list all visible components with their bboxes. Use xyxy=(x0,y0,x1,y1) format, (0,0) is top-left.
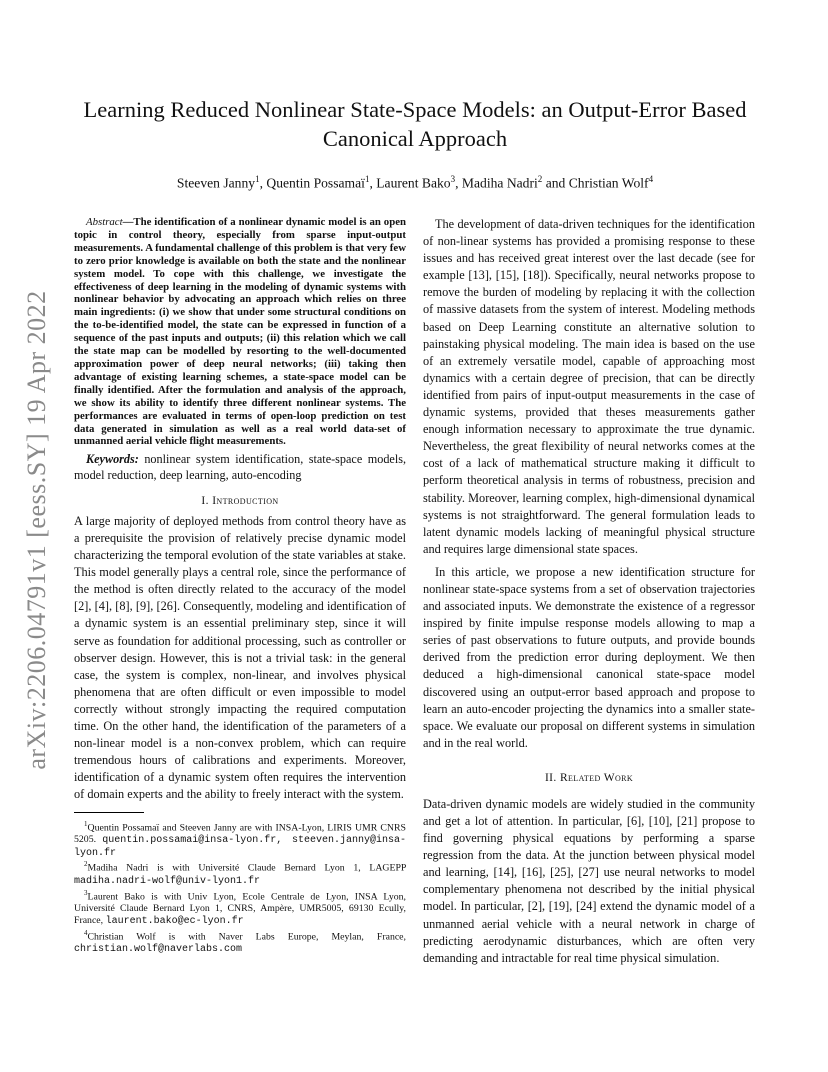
arxiv-id-text: arXiv:2206.04791v1 [eess.SY] 19 Apr 2022 xyxy=(22,290,51,770)
abstract-label: Abstract xyxy=(86,216,123,228)
author-affil-mark: 1 xyxy=(364,174,370,184)
author-name: Quentin Possamaï xyxy=(266,175,365,191)
author-affil-mark: 2 xyxy=(537,174,543,184)
section-heading-related-work xyxy=(423,772,755,784)
intro-paragraph: A large majority of deployed methods from control theory have as a prerequisite the provision of relatively precise dynamic model characterizing the temporal evolution of the state variables at stake. This model generally plays a central role, since the performance of the method is often directly related to the accuracy of the model [2], [4], [8], [9], [26]. Consequently, modeling and identification of a dynamic system is an essential preliminary step, since it will serve as foundation for additional processing, such as controller or observer design. However, this is not a trivial task: in the general case, the system is complex, non-linear, and involves physical phenomena that are often difficult or even impossible to model correctly without strongly impacting the required computation time. On the other hand, the identification of the parameters of a non-linear model is a non-convex problem, which can require tremendous hours of calibrations and experiments. Moreover, identification of a dynamic system often requires the intervention of domain experts and the ability to freely interact with the system. xyxy=(74,513,406,802)
intro-paragraph: The development of data-driven techniques for the identification of non-linear systems has provided a promising response to these issues and has received great interest over the last decade (see for example [13], [15], [18]). Specifically, neural networks propose to remove the burden of modeling by replacing it with the collection of massive datasets from the system of interest. Modeling methods based on Deep Learning constitute an alternative solution to painstaking physical modeling. The main idea is based on the use of an extremely versatile model, capable of approaching most dynamics with a certain degree of precision, that can be directly identified from pairs of input-output measurements in the case of dynamic systems, provided that theses measurements gather enough information necessary to approximate the true dynamic. Nevertheless, the great flexibility of neural networks comes at the cost of a lack of mathematical structure making it difficult to perform theoretical analysis in terms of robustness, precision and stability. Moreover, learning complex, high-dimensional dynamical systems is not straightforward. The general formulation leads to latent dynamic models lacking of meaningful physical structure and requires large dimensional state spaces. xyxy=(423,217,755,556)
section-number: II. xyxy=(544,771,557,784)
footnote-mark: 3 xyxy=(84,888,88,897)
section-title: Introduction xyxy=(212,494,279,507)
arxiv-identifier xyxy=(12,270,62,790)
author-affil-mark: 1 xyxy=(255,174,260,184)
footnote-email: quentin.possamai@insa-lyon.fr, steeven.janny@insa-lyon.fr xyxy=(74,834,406,859)
footnote-2 xyxy=(74,859,406,887)
footnote-text: Quentin Possamaï and Steeven Janny are with INSA-Lyon, LIRIS UMR CNRS 5205. xyxy=(74,821,406,845)
intro-paragraph: In this article, we propose a new identification structure for nonlinear state-space systems from a set of observation trajectories and associated inputs. We demonstrate the existence of a regressor inspired by finite impulse response models allowing to map a series of past observations to future outputs, and provide bounds derived from the prediction error during deployment. We then deduced a high-dimensional canonical state-space model discovered using an output-error based approach and propose to learn an auto-encoder projecting the dynamics into a smaller state-space. We evaluate our proposal on different systems in simulation and in the real world. xyxy=(423,564,755,750)
right-column xyxy=(423,216,755,967)
footnote-text: Laurent Bako is with Univ Lyon, Ecole Centrale de Lyon, INSA Lyon, Université Claude Bernard Lyon 1, CNRS, Ampère, UMR5005, 69130 Ecully, France, xyxy=(74,890,406,926)
abstract-dash: — xyxy=(122,216,134,228)
paper-title: Learning Reduced Nonlinear State-Space Models: an Output-Error Based Canonical Approach xyxy=(83,97,747,151)
section-number: I. xyxy=(201,494,209,507)
author-list: Steeven Janny$^1$, Quentin Possamaï$^1$, Laurent Bako$^3$, Madiha Nadri$^2$ and Christian Wolf$^4$ xyxy=(176,174,654,191)
abstract-text: The identification of a nonlinear dynamic model is an open topic in control theory, especially from sparse input-output measurements. A fundamental challenge of this problem is that very few to zero prior knowledge is available on both the state and the nonlinear system model. To cope with this challenge, we investigate the effectiveness of deep learning in the modeling of dynamic systems with nonlinear behavior by advocating an approach which relies on three main ingredients: (i) we show that under some structural conditions on the to-be-identified model, the state can be expressed in function of a sequence of the past inputs and outputs; (ii) this relation which we call the state map can be modelled by resorting to the well-documented approximation power of deep neural networks; (iii) taking then advantage of existing learning schemes, a state-space model can be finally identified. After the formulation and analysis of the approach, we show its ability to identify three different nonlinear systems. The performances are evaluated in terms of open-loop prediction on test data generated in simulation as well as a real world data-set of unmanned aerial vehicle flight measurements. xyxy=(74,216,406,448)
author-affil-mark: 4 xyxy=(648,174,654,184)
footnote-1 xyxy=(74,819,406,860)
author-name: Laurent Bako xyxy=(376,175,451,191)
footnote-mark: 4 xyxy=(84,928,88,937)
footnote-rule xyxy=(74,812,144,813)
section-heading-introduction xyxy=(74,495,406,507)
footnote-mark: 1 xyxy=(84,819,88,828)
footnote-3 xyxy=(74,888,406,928)
author-name: Madiha Nadri xyxy=(461,175,538,191)
footnote-email: madiha.nadri-wolf@univ-lyon1.fr xyxy=(74,875,261,887)
related-work-paragraph: Data-driven dynamic models are widely studied in the community and get a lot of attention. In particular, [6], [10], [21] propose to find governing physical equations by performing a sparse regression from the data. At the junction between physical model and learning, [14], [16], [25], [27] use neural networks to model complementary phenomena not described by the initial physical model. In particular, [2], [19], [24] extend the dynamic model of a unmanned aerial vehicle with a neural network in charge of predicting aerodynamic disturbances, which are often very demanding and intractable for real time physical simulation. xyxy=(423,796,755,965)
footnote-4 xyxy=(74,928,406,956)
author-and: and xyxy=(545,175,566,191)
left-column xyxy=(74,216,406,956)
footnote-text: Christian Wolf is with Naver Labs Europe, Meylan, France, xyxy=(87,930,406,942)
footnote-email: christian.wolf@naverlabs.com xyxy=(74,943,243,955)
abstract xyxy=(74,216,406,448)
author-affil-mark: 3 xyxy=(450,174,456,184)
author-name: Steeven Janny xyxy=(176,175,256,191)
keywords xyxy=(74,452,406,482)
footnote-text: Madiha Nadri is with Université Claude Bernard Lyon 1, LAGEPP xyxy=(87,862,406,874)
keywords-text: nonlinear system identification, state-space models, model reduction, deep learning, auto-encoding xyxy=(74,452,406,482)
section-title: Related Work xyxy=(559,771,634,784)
footnote-email: laurent.bako@ec-lyon.fr xyxy=(105,915,244,927)
author-name: Christian Wolf xyxy=(568,175,649,191)
keywords-label: Keywords: xyxy=(86,452,139,467)
footnote-mark: 2 xyxy=(84,860,88,869)
